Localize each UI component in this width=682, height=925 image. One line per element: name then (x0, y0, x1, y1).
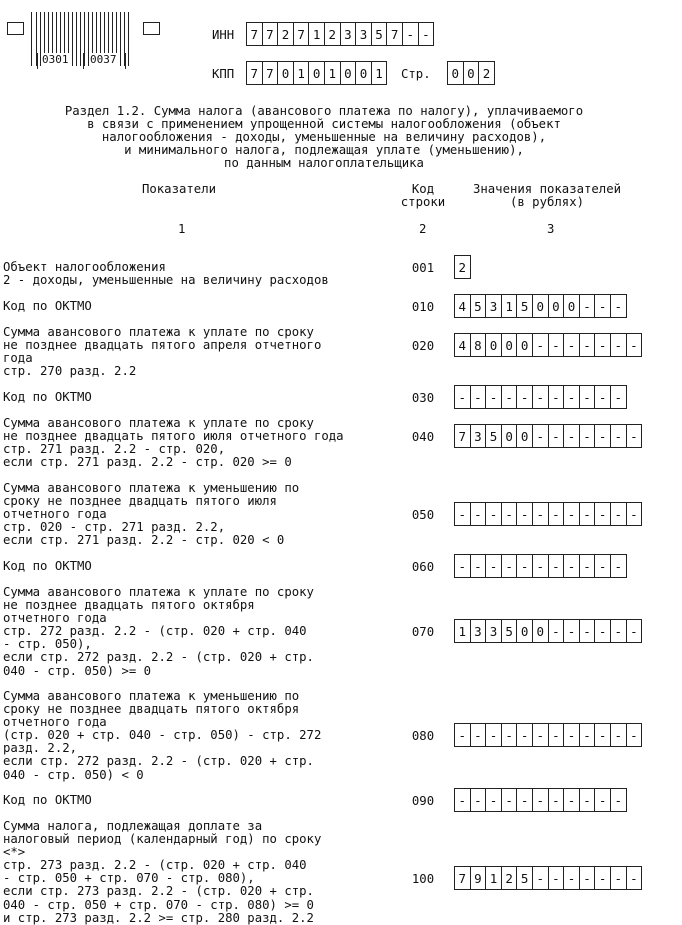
row-020-cell[interactable]: 4 (455, 333, 471, 357)
row-060-cell[interactable]: - (471, 554, 487, 578)
row-080-cell[interactable]: - (549, 723, 565, 747)
row-090-cell[interactable]: - (595, 788, 611, 812)
row-040-cells[interactable] (454, 424, 642, 448)
row-060-cell[interactable]: - (455, 554, 471, 578)
barcode (31, 12, 130, 70)
row-030-cell[interactable]: - (471, 385, 487, 409)
row-050-cell[interactable]: - (486, 502, 502, 526)
row-050-cell[interactable]: - (580, 502, 596, 526)
row-100-code: 100 (411, 872, 435, 886)
page-cell[interactable]: 0 (464, 61, 480, 85)
row-100-cell[interactable]: - (611, 866, 627, 890)
row-100-label: Сумма налога, подлежащая доплате за налоговый период (календарный год) по сроку <*> стр. 273 разд. 2.2 - (стр. 020 + стр. 040 - стр. 050 + стр. 070 - стр. 080), если стр. 273 разд. 2.2 - (стр. 020 + стр. 040 - стр. 050 + стр. 070 - стр. 080) >= 0 и стр. 273 разд. 2.2 >= стр. 280 разд. 2.2 (3, 819, 322, 925)
row-060-cell[interactable]: - (517, 554, 533, 578)
kpp-cell[interactable]: 1 (294, 61, 310, 85)
column-number-3: 3 (547, 222, 555, 236)
kpp-cell[interactable]: 7 (247, 61, 263, 85)
row-020-cell[interactable]: - (580, 333, 596, 357)
row-001-label: Объект налогообложения 2 - доходы, уменьшенные на величину расходов (3, 260, 329, 288)
row-090-cells[interactable] (454, 788, 627, 812)
row-050-label: Сумма авансового платежа к уменьшению по сроку не позднее двадцать пятого июля отчетного года стр. 020 - стр. 271 разд. 2.2, если стр. 271 разд. 2.2 - стр. 020 < 0 (3, 481, 300, 548)
row-030-cell[interactable]: - (533, 385, 549, 409)
kpp-cell[interactable]: 0 (309, 61, 325, 85)
row-080-cell[interactable]: - (486, 723, 502, 747)
row-040-cell[interactable]: - (564, 424, 580, 448)
row-020-cell[interactable]: - (595, 333, 611, 357)
row-010-cell[interactable]: 5 (517, 294, 533, 318)
row-080-cell[interactable]: - (471, 723, 487, 747)
inn-label: ИНН (212, 28, 235, 42)
row-030-cell[interactable]: - (580, 385, 596, 409)
row-070-cells[interactable] (454, 619, 642, 643)
kpp-cell[interactable]: 0 (278, 61, 294, 85)
row-030-cell[interactable]: - (549, 385, 565, 409)
row-070-cell[interactable]: - (580, 619, 596, 643)
row-090-cell[interactable]: - (486, 788, 502, 812)
row-050-cell[interactable]: - (502, 502, 518, 526)
inn-cell[interactable]: 3 (341, 22, 357, 46)
row-030-cell[interactable]: - (564, 385, 580, 409)
row-020-cell[interactable]: - (611, 333, 627, 357)
row-050-cell[interactable]: - (611, 502, 627, 526)
row-020-label: Сумма авансового платежа к уплате по сроку не позднее двадцать пятого апреля отчетного года стр. 270 разд. 2.2 (3, 325, 322, 379)
row-090-label: Код по ОКТМО (3, 793, 92, 807)
row-050-cell[interactable]: - (564, 502, 580, 526)
row-070-cell[interactable]: 3 (486, 619, 502, 643)
row-090-cell[interactable]: - (517, 788, 533, 812)
row-050-cell[interactable]: - (517, 502, 533, 526)
row-070-cell[interactable]: 1 (455, 619, 471, 643)
row-010-cells[interactable] (454, 294, 627, 318)
row-080-cell[interactable]: - (611, 723, 627, 747)
row-010-cell[interactable]: 0 (533, 294, 549, 318)
inn-cell[interactable]: - (419, 22, 435, 46)
row-050-code: 050 (411, 508, 435, 522)
row-020-cell[interactable]: - (627, 333, 643, 357)
column-header-indicators: Показатели (141, 182, 217, 196)
kpp-cell[interactable]: 0 (341, 61, 357, 85)
row-020-cell[interactable]: 0 (486, 333, 502, 357)
row-050-cell[interactable]: - (549, 502, 565, 526)
row-010-cell[interactable]: 3 (486, 294, 502, 318)
row-010-cell[interactable]: 0 (564, 294, 580, 318)
row-090-cell[interactable]: - (564, 788, 580, 812)
inn-cell[interactable]: 1 (309, 22, 325, 46)
row-020-cell[interactable]: 0 (502, 333, 518, 357)
row-080-cell[interactable]: - (455, 723, 471, 747)
row-020-cell[interactable]: - (564, 333, 580, 357)
column-header-code: Код строки (400, 182, 446, 210)
row-080-cell[interactable]: - (502, 723, 518, 747)
row-030-cell[interactable]: - (595, 385, 611, 409)
column-number-1: 1 (178, 222, 186, 236)
row-030-cell[interactable]: - (486, 385, 502, 409)
row-080-cell[interactable]: - (580, 723, 596, 747)
row-050-cell[interactable]: - (627, 502, 643, 526)
row-100-cell[interactable]: - (564, 866, 580, 890)
row-040-cell[interactable]: 5 (486, 424, 502, 448)
row-010-cell[interactable]: 1 (502, 294, 518, 318)
inn-cell[interactable]: 7 (294, 22, 310, 46)
row-040-cell[interactable]: 0 (517, 424, 533, 448)
column-header-values: Значения показателей (в рублях) (472, 182, 622, 210)
corner-marker-right (143, 22, 160, 35)
kpp-cell[interactable]: 7 (263, 61, 279, 85)
row-030-cell[interactable]: - (455, 385, 471, 409)
row-100-cell[interactable]: - (627, 866, 643, 890)
row-030-cells[interactable] (454, 385, 627, 409)
row-080-cell[interactable]: - (564, 723, 580, 747)
row-060-cell[interactable]: - (549, 554, 565, 578)
row-020-cell[interactable]: 0 (517, 333, 533, 357)
row-070-cell[interactable]: 5 (502, 619, 518, 643)
row-100-cell[interactable]: 2 (502, 866, 518, 890)
row-060-code: 060 (411, 560, 435, 574)
row-070-cell[interactable]: - (595, 619, 611, 643)
kpp-cell[interactable]: 1 (372, 61, 388, 85)
row-090-code: 090 (411, 794, 435, 808)
row-100-cell[interactable]: 7 (455, 866, 471, 890)
row-060-cell[interactable]: - (564, 554, 580, 578)
row-010-cell[interactable]: - (580, 294, 596, 318)
kpp-cells[interactable] (246, 61, 387, 85)
row-080-cell[interactable]: - (627, 723, 643, 747)
row-010-cell[interactable]: - (595, 294, 611, 318)
row-080-cell[interactable]: - (517, 723, 533, 747)
barcode-right-number: 0037 (90, 53, 117, 66)
row-010-cell[interactable]: 4 (455, 294, 471, 318)
row-070-cell[interactable]: 3 (471, 619, 487, 643)
row-090-cell[interactable]: - (455, 788, 471, 812)
row-060-cell[interactable]: - (486, 554, 502, 578)
kpp-label: КПП (212, 67, 235, 81)
row-001-cells[interactable] (454, 255, 471, 279)
row-040-cell[interactable]: - (627, 424, 643, 448)
row-050-cells[interactable] (454, 502, 642, 526)
column-number-2: 2 (419, 222, 427, 236)
row-040-cell[interactable]: 7 (455, 424, 471, 448)
row-040-cell[interactable]: 0 (502, 424, 518, 448)
corner-marker-left (7, 22, 24, 35)
row-100-cell[interactable]: 1 (486, 866, 502, 890)
row-030-code: 030 (411, 391, 435, 405)
kpp-cell[interactable]: 0 (356, 61, 372, 85)
row-040-code: 040 (411, 430, 435, 444)
inn-cells[interactable] (246, 22, 434, 46)
row-080-cells[interactable] (454, 723, 642, 747)
kpp-cell[interactable]: 1 (325, 61, 341, 85)
page-cell[interactable]: 2 (479, 61, 495, 85)
row-090-cell[interactable]: - (549, 788, 565, 812)
row-050-cell[interactable]: - (471, 502, 487, 526)
row-020-cell[interactable]: - (533, 333, 549, 357)
page-cell[interactable]: 0 (448, 61, 464, 85)
inn-cell[interactable]: 7 (263, 22, 279, 46)
row-080-code: 080 (411, 729, 435, 743)
row-060-cell[interactable]: - (595, 554, 611, 578)
row-070-label: Сумма авансового платежа к уплате по сроку не позднее двадцать пятого октября отчетного года стр. 272 разд. 2.2 - (стр. 020 + стр. 040 - стр. 050), если стр. 272 разд. 2.2 - (стр. 020 + стр. 040 - стр. 050) >= 0 (3, 585, 314, 678)
row-070-cell[interactable]: 0 (517, 619, 533, 643)
row-040-cell[interactable]: - (580, 424, 596, 448)
row-070-cell[interactable]: - (564, 619, 580, 643)
row-001-code: 001 (411, 261, 435, 275)
row-020-cells[interactable] (454, 333, 642, 357)
row-050-cell[interactable]: - (533, 502, 549, 526)
row-090-cell[interactable]: - (580, 788, 596, 812)
row-060-label: Код по ОКТМО (3, 559, 92, 573)
barcode-left-number: 0301 (42, 53, 69, 66)
row-010-cell[interactable]: 5 (471, 294, 487, 318)
row-050-cell[interactable]: - (455, 502, 471, 526)
row-020-cell[interactable]: 8 (471, 333, 487, 357)
row-090-cell[interactable]: - (502, 788, 518, 812)
row-030-label: Код по ОКТМО (3, 390, 92, 404)
row-090-cell[interactable]: - (533, 788, 549, 812)
section-title: Раздел 1.2. Сумма налога (авансового платежа по налогу), уплачиваемого в связи с применением упрощенной системы налогообложения (объект налогообложения - доходы, уменьшенные на величину расходов), и минимального налога, подлежащая уплате (уменьшению), по данным налогоплательщика (64, 104, 584, 171)
row-100-cell[interactable]: - (533, 866, 549, 890)
row-020-code: 020 (411, 339, 435, 353)
row-040-cell[interactable]: - (533, 424, 549, 448)
inn-cell[interactable]: 7 (247, 22, 263, 46)
row-040-label: Сумма авансового платежа к уплате по сроку не позднее двадцать пятого июля отчетного года стр. 271 разд. 2.2 - стр. 020, если стр. 271 разд. 2.2 - стр. 020 >= 0 (3, 416, 344, 470)
row-070-code: 070 (411, 625, 435, 639)
row-030-cell[interactable]: - (611, 385, 627, 409)
row-010-cell[interactable]: 0 (549, 294, 565, 318)
row-100-cells[interactable] (454, 866, 642, 890)
row-070-cell[interactable]: - (627, 619, 643, 643)
row-060-cell[interactable]: - (533, 554, 549, 578)
row-100-cell[interactable]: 9 (471, 866, 487, 890)
row-040-cell[interactable]: - (595, 424, 611, 448)
row-030-cell[interactable]: - (517, 385, 533, 409)
row-080-cell[interactable]: - (595, 723, 611, 747)
row-010-code: 010 (411, 300, 435, 314)
inn-cell[interactable]: 2 (325, 22, 341, 46)
row-060-cell[interactable]: - (580, 554, 596, 578)
row-090-cell[interactable]: - (611, 788, 627, 812)
row-100-cell[interactable]: - (549, 866, 565, 890)
row-040-cell[interactable]: - (549, 424, 565, 448)
inn-cell[interactable]: 5 (372, 22, 388, 46)
row-080-cell[interactable]: - (533, 723, 549, 747)
row-020-cell[interactable]: - (549, 333, 565, 357)
page-cells[interactable] (447, 61, 495, 85)
inn-cell[interactable]: - (403, 22, 419, 46)
row-040-cell[interactable]: 3 (471, 424, 487, 448)
row-070-cell[interactable]: - (611, 619, 627, 643)
row-090-cell[interactable]: - (471, 788, 487, 812)
row-060-cells[interactable] (454, 554, 627, 578)
row-010-cell[interactable]: - (611, 294, 627, 318)
row-060-cell[interactable]: - (611, 554, 627, 578)
row-100-cell[interactable]: - (580, 866, 596, 890)
row-070-cell[interactable]: - (549, 619, 565, 643)
row-050-cell[interactable]: - (595, 502, 611, 526)
page-label: Стр. (401, 67, 431, 81)
row-100-cell[interactable]: - (595, 866, 611, 890)
row-010-label: Код по ОКТМО (3, 299, 92, 313)
row-100-cell[interactable]: 5 (517, 866, 533, 890)
row-001-cell[interactable]: 2 (455, 255, 471, 279)
row-080-label: Сумма авансового платежа к уменьшению по сроку не позднее двадцать пятого октября отчетного года (стр. 020 + стр. 040 - стр. 050) - стр. 272 разд. 2.2, если стр. 272 разд. 2.2 - (стр. 020 + стр. 040 - стр. 050) < 0 (3, 689, 322, 782)
row-070-cell[interactable]: 0 (533, 619, 549, 643)
inn-cell[interactable]: 7 (387, 22, 403, 46)
row-060-cell[interactable]: - (502, 554, 518, 578)
row-030-cell[interactable]: - (502, 385, 518, 409)
inn-cell[interactable]: 3 (356, 22, 372, 46)
row-040-cell[interactable]: - (611, 424, 627, 448)
inn-cell[interactable]: 2 (278, 22, 294, 46)
